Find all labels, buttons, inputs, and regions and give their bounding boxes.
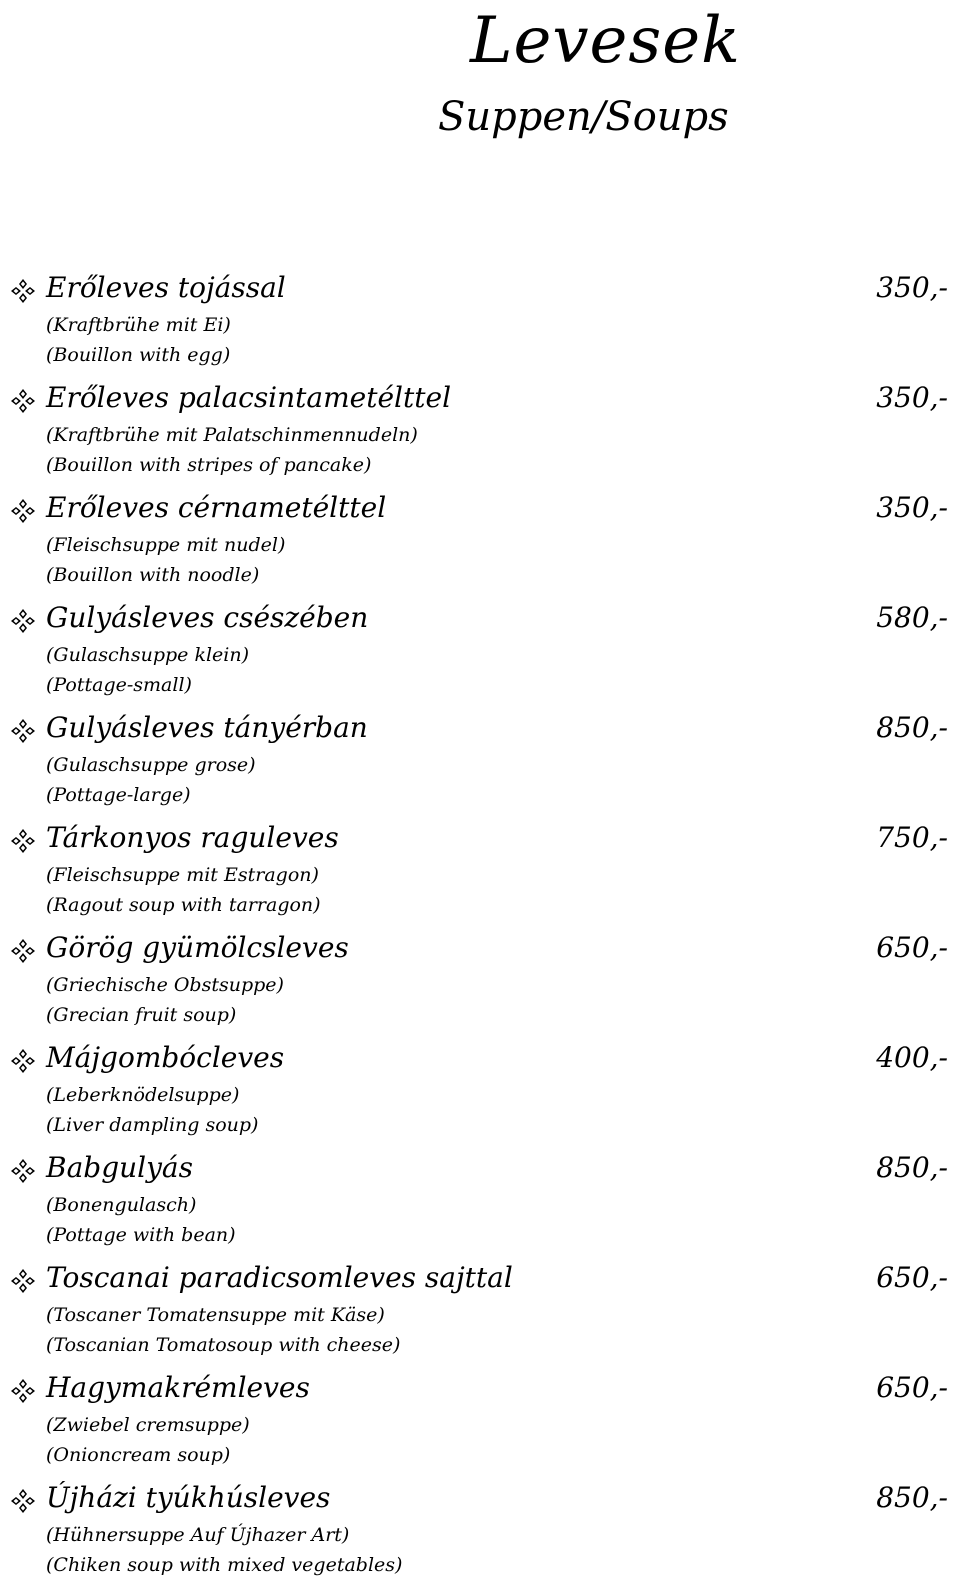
item-name: Hagymakrémleves [46, 1371, 310, 1404]
menu-item [0, 266, 960, 376]
item-name: Babgulyás [46, 1151, 193, 1184]
item-german-translation: (Hühnersuppe Auf Újhazer Art) [46, 1524, 350, 1546]
page-subtitle: Suppen/Soups [438, 94, 729, 140]
item-price: 650,- [876, 1261, 948, 1294]
item-price: 750,- [876, 821, 948, 854]
menu-item [0, 1476, 960, 1586]
four-diamond-bullet-icon [10, 498, 36, 524]
four-diamond-bullet-icon [10, 828, 36, 854]
menu-item [0, 1366, 960, 1476]
four-diamond-bullet-icon [10, 1268, 36, 1294]
item-german-translation: (Fleischsuppe mit nudel) [46, 534, 286, 556]
item-english-translation: (Pottage-large) [46, 784, 191, 806]
item-name: Erőleves palacsintametélttel [46, 381, 452, 414]
item-name: Erőleves cérnametélttel [46, 491, 387, 524]
menu-item [0, 376, 960, 486]
menu-item [0, 706, 960, 816]
item-german-translation: (Zwiebel cremsuppe) [46, 1414, 250, 1436]
item-english-translation: (Onioncream soup) [46, 1444, 231, 1466]
item-name: Gulyásleves csészében [46, 601, 369, 634]
item-price: 850,- [876, 1151, 948, 1184]
item-name: Toscanai paradicsomleves sajttal [46, 1261, 513, 1294]
item-english-translation: (Chiken soup with mixed vegetables) [46, 1554, 403, 1576]
four-diamond-bullet-icon [10, 718, 36, 744]
item-price: 850,- [876, 711, 948, 744]
menu-item [0, 1036, 960, 1146]
item-name: Gulyásleves tányérban [46, 711, 368, 744]
item-english-translation: (Liver dampling soup) [46, 1114, 259, 1136]
soup-menu-list [0, 266, 960, 1586]
four-diamond-bullet-icon [10, 1378, 36, 1404]
four-diamond-bullet-icon [10, 1488, 36, 1514]
item-german-translation: (Toscaner Tomatensuppe mit Käse) [46, 1304, 385, 1326]
item-english-translation: (Bouillon with stripes of pancake) [46, 454, 372, 476]
item-english-translation: (Toscanian Tomatosoup with cheese) [46, 1334, 401, 1356]
item-english-translation: (Pottage with bean) [46, 1224, 236, 1246]
item-german-translation: (Gulaschsuppe klein) [46, 644, 250, 666]
item-german-translation: (Kraftbrühe mit Ei) [46, 314, 231, 336]
item-german-translation: (Bonengulasch) [46, 1194, 197, 1216]
item-english-translation: (Pottage-small) [46, 674, 192, 696]
page-title: Levesek [470, 4, 741, 78]
item-english-translation: (Grecian fruit soup) [46, 1004, 237, 1026]
item-german-translation: (Kraftbrühe mit Palatschinmennudeln) [46, 424, 418, 446]
menu-item [0, 816, 960, 926]
item-price: 580,- [876, 601, 948, 634]
item-name: Tárkonyos raguleves [46, 821, 339, 854]
item-name: Erőleves tojással [46, 271, 286, 304]
item-english-translation: (Bouillon with egg) [46, 344, 231, 366]
item-price: 650,- [876, 931, 948, 964]
menu-item [0, 1146, 960, 1256]
item-english-translation: (Ragout soup with tarragon) [46, 894, 321, 916]
menu-item [0, 926, 960, 1036]
item-german-translation: (Fleischsuppe mit Estragon) [46, 864, 319, 886]
item-german-translation: (Gulaschsuppe grose) [46, 754, 256, 776]
four-diamond-bullet-icon [10, 938, 36, 964]
four-diamond-bullet-icon [10, 1158, 36, 1184]
item-german-translation: (Griechische Obstsuppe) [46, 974, 284, 996]
item-price: 350,- [876, 381, 948, 414]
menu-item [0, 1256, 960, 1366]
item-price: 850,- [876, 1481, 948, 1514]
item-price: 350,- [876, 491, 948, 524]
item-name: Görög gyümölcsleves [46, 931, 349, 964]
four-diamond-bullet-icon [10, 608, 36, 634]
item-english-translation: (Bouillon with noodle) [46, 564, 260, 586]
item-price: 400,- [876, 1041, 948, 1074]
four-diamond-bullet-icon [10, 278, 36, 304]
four-diamond-bullet-icon [10, 388, 36, 414]
menu-item [0, 486, 960, 596]
item-german-translation: (Leberknödelsuppe) [46, 1084, 240, 1106]
menu-item [0, 596, 960, 706]
item-price: 650,- [876, 1371, 948, 1404]
item-price: 350,- [876, 271, 948, 304]
four-diamond-bullet-icon [10, 1048, 36, 1074]
item-name: Újházi tyúkhúsleves [46, 1481, 331, 1514]
item-name: Májgombócleves [46, 1041, 285, 1074]
